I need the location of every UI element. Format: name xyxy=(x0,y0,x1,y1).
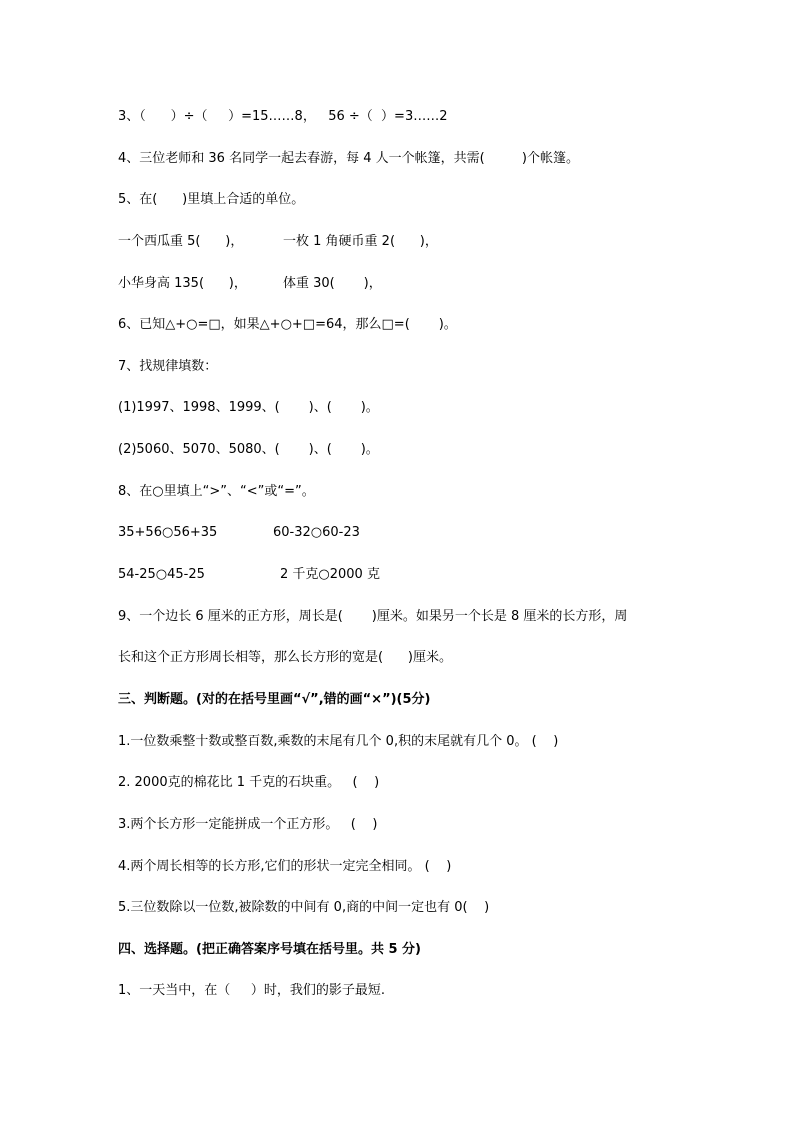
question-item: 体重 30( )， xyxy=(283,275,382,291)
question-line xyxy=(118,273,688,315)
question-item: 一个西瓜重 5( )， xyxy=(118,233,244,249)
question-line: (1)1997、1998、1999、( )、( )。 xyxy=(118,400,379,416)
section-heading: 三、判断题。(对的在括号里画“√”,错的画“×”)(5分) xyxy=(118,691,431,707)
question-line: 4.两个周长相等的长方形,它们的形状一定完全相同。 ( ) xyxy=(118,858,452,874)
question-line xyxy=(118,564,688,606)
question-item: 2 千克○2000 克 xyxy=(280,567,380,583)
question-line: 长和这个正方形周长相等，那么长方形的宽是( )厘米。 xyxy=(118,650,452,666)
question-line: 5、在( )里填上合适的单位。 xyxy=(118,192,305,208)
question-item: 54-25○45-25 xyxy=(118,567,205,583)
question-line: 1、一天当中，在（ ）时，我们的影子最短. xyxy=(118,983,386,999)
question-line xyxy=(118,522,688,564)
question-line: 3、（ ）÷（ ）=15……8， 56 ÷（ ）=3……2 xyxy=(118,109,448,124)
question-line: 1.一位数乘整十数或整百数,乘数的末尾有几个 0,积的末尾就有几个 0。 ( ) xyxy=(118,733,559,749)
question-line: 3.两个长方形一定能拼成一个正方形。 ( ) xyxy=(118,816,378,832)
question-item: 小华身高 135( )， xyxy=(118,275,247,291)
question-line: 9、一个边长 6 厘米的正方形，周长是( )厘米。如果另一个长是 8 厘米的长方形，周 xyxy=(118,608,628,624)
question-line: 8、在○里填上“>”、“<”或“=”。 xyxy=(118,483,315,499)
question-line: 6、已知△+○=□，如果△+○+□=64，那么□=( )。 xyxy=(118,317,457,333)
question-line: (2)5060、5070、5080、( )、( )。 xyxy=(118,442,379,458)
question-line: 4、三位老师和 36 名同学一起去春游，每 4 人一个帐篷，共需( )个帐篷。 xyxy=(118,150,579,166)
question-line: 2. 2000克的棉花比 1 千克的石块重。 ( ) xyxy=(118,775,380,791)
question-item: 35+56○56+35 xyxy=(118,525,218,541)
question-line: 7、找规律填数： xyxy=(118,358,218,374)
question-line xyxy=(118,231,688,273)
question-item: 一枚 1 角硬币重 2( )， xyxy=(283,233,438,249)
question-item: 60-32○60-23 xyxy=(273,525,360,541)
section-heading: 四、选择题。(把正确答案序号填在括号里。共 5 分) xyxy=(118,941,421,957)
document-body xyxy=(118,106,688,1022)
question-line: 5.三位数除以一位数,被除数的中间有 0,商的中间一定也有 0( ) xyxy=(118,900,490,916)
